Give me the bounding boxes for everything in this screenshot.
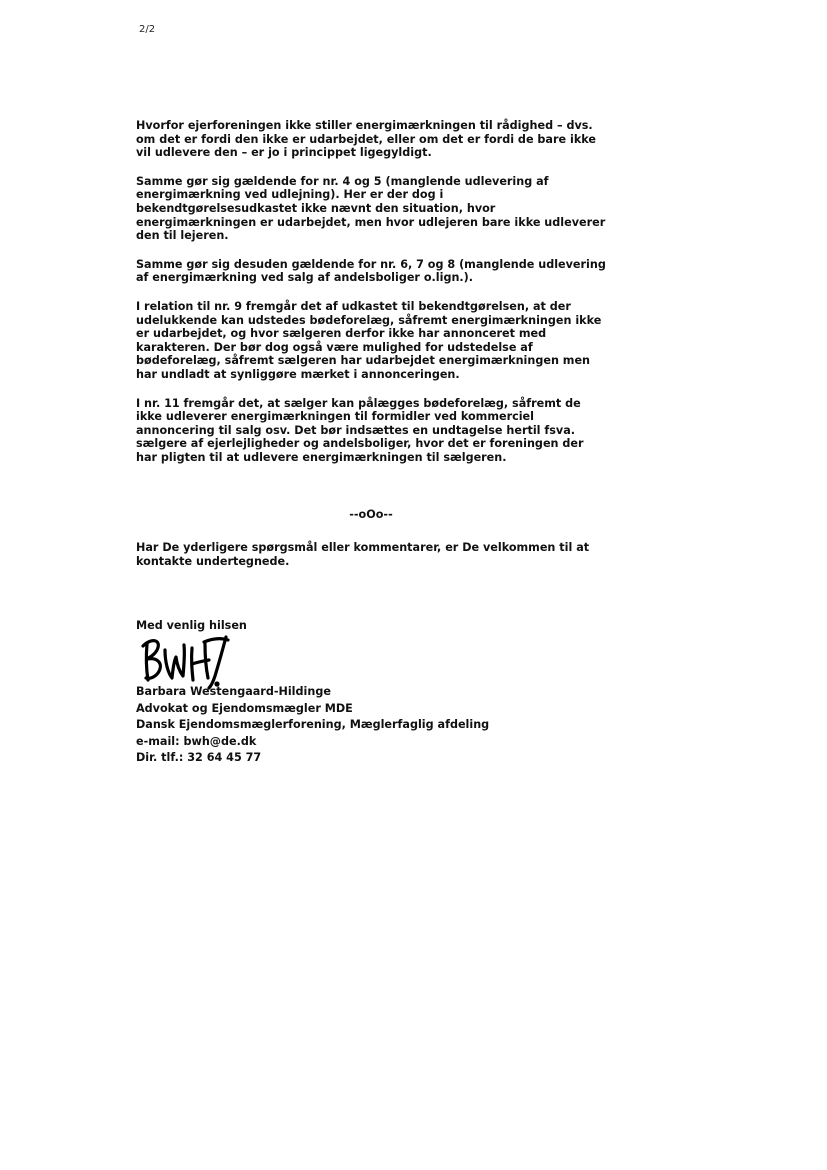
closing-paragraph: Har De yderligere spørgsmål eller kommentarer, er De velkommen til at kontakte undertegnede. bbox=[136, 541, 590, 568]
paragraph: Samme gør sig desuden gældende for nr. 6, 7 og 8 (manglende udlevering af energimærkning ved salg af andelsboliger o.lign.). bbox=[136, 257, 606, 285]
paragraph: I relation til nr. 9 fremgår det af udkastet til bekendtgørelsen, at der udelukkende kan udstedes bødeforelæg, såfremt energimærkningen ikke er udarbejdet, og hvor sælgeren derfor ikke har annonceret med karakteren. Der bør dog også være mulighed for udstedelse af bødeforelæg, såfremt sælgeren har udarbejdet energimærkningen men har undladt at synliggøre mærket i annonceringen. bbox=[136, 299, 602, 381]
section-separator: --oOo-- bbox=[349, 508, 393, 521]
signer-title: Advokat og Ejendomsmægler MDE bbox=[136, 701, 353, 715]
paragraph: Hvorfor ejerforeningen ikke stiller energimærkningen til rådighed – dvs. om det er fordi den ikke er udarbejdet, eller om det er fordi de bare ikke vil udlevere den – er jo i princippet ligegyldigt. bbox=[136, 119, 596, 160]
paragraph: Samme gør sig gældende for nr. 4 og 5 (manglende udlevering af energimærkning ved udlejning). Her er der dog i bekendtgørelsesudkastet ikke nævnt den situation, hvor energimærkningen er udarbejdet, men hvor udlejeren bare ikke udleverer den til lejeren. bbox=[136, 174, 606, 243]
page-number: 2/2 bbox=[139, 24, 156, 35]
signature-block bbox=[136, 684, 536, 767]
signer-organization: Dansk Ejendomsmæglerforening, Mæglerfaglig afdeling bbox=[136, 718, 490, 731]
signer-email: e-mail: bwh@de.dk bbox=[136, 734, 257, 748]
greeting: Med venlig hilsen bbox=[136, 619, 247, 632]
signer-name: Barbara Westengaard-Hildinge bbox=[136, 685, 331, 698]
signer-phone: Dir. tlf.: 32 64 45 77 bbox=[136, 751, 262, 764]
letter-body bbox=[136, 119, 606, 464]
paragraph: I nr. 11 fremgår det, at sælger kan pålægges bødeforelæg, såfremt de ikke udleverer energimærkningen til formidler ved kommerciel annoncering til salg osv. Det bør indsættes en undtagelse hertil fsva. sælgere af ejerlejligheder og andelsboliger, hvor det er foreningen der har pligten til at udlevere energimærkningen til sælgeren. bbox=[136, 396, 584, 464]
